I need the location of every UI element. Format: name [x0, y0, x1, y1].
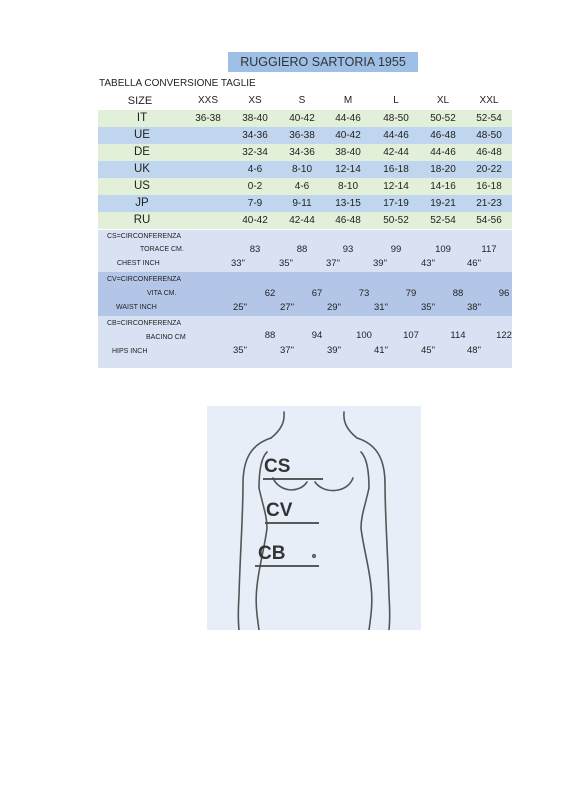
size-xl: XL	[436, 95, 450, 106]
body-measurement-figure	[207, 406, 421, 630]
hips-cm-value: 88	[264, 330, 276, 341]
chest-cm-value: 117	[481, 244, 497, 255]
waist-cm-label: VITA CM.	[147, 290, 177, 297]
size-cell: 4-6	[247, 164, 263, 175]
waist-cm-value: 79	[405, 288, 417, 299]
size-xxl: XXL	[479, 95, 499, 106]
waist-inch-value: 31"	[374, 302, 388, 313]
size-cell: 40-42	[289, 113, 315, 124]
hips-cm-value: 100	[356, 330, 372, 341]
chest-cm-value: 88	[296, 244, 308, 255]
size-cell: 42-44	[383, 147, 409, 158]
size-xs: XS	[248, 95, 262, 106]
chest-inch-value: 35"	[279, 258, 293, 269]
size-cell: 46-48	[476, 147, 502, 158]
size-cell: 42-44	[289, 215, 315, 226]
row-label: DE	[134, 146, 150, 158]
size-cell: 34-36	[289, 147, 315, 158]
chest-inch-value: 46"	[467, 258, 481, 269]
size-row	[98, 195, 512, 212]
chest-inch-value: 37"	[326, 258, 340, 269]
size-cell: 48-50	[383, 113, 409, 124]
size-s: S	[298, 95, 306, 106]
chest-cm-value: 93	[342, 244, 354, 255]
waist-inch-value: 25"	[233, 302, 247, 313]
size-cell: 46-48	[430, 130, 456, 141]
size-cell: 16-18	[383, 164, 409, 175]
waist-cm-value: 67	[311, 288, 323, 299]
size-cell: 0-2	[247, 181, 263, 192]
hips-inch-value: 37"	[280, 345, 294, 356]
size-m: M	[343, 95, 353, 106]
row-label: RU	[133, 214, 151, 226]
chest-inch-value: 33"	[231, 258, 245, 269]
hips-cm-value: 114	[450, 330, 466, 341]
cv-label: CV	[266, 500, 293, 521]
row-label: UK	[134, 163, 150, 175]
size-row	[98, 144, 512, 161]
cs-label: CS	[264, 456, 291, 477]
hips-title: CB=CIRCONFERENZA	[107, 320, 182, 327]
size-cell: 52-54	[476, 113, 502, 124]
size-row	[98, 212, 512, 229]
hips-inch-value: 41"	[374, 345, 388, 356]
size-cell: 8-10	[337, 181, 358, 192]
size-cell: 44-46	[383, 130, 409, 141]
size-cell: 8-10	[291, 164, 312, 175]
size-label: SIZE	[127, 95, 153, 107]
size-cell: 50-52	[430, 113, 456, 124]
hips-inch-value: 48"	[467, 345, 481, 356]
size-cell: 4-6	[294, 181, 310, 192]
chest-cm-value: 83	[249, 244, 261, 255]
waist-section	[98, 272, 512, 316]
size-cell: 17-19	[383, 198, 409, 209]
hips-inch-label: HIPS INCH	[112, 348, 148, 355]
chest-section	[98, 230, 512, 272]
chest-inch-label: CHEST INCH	[117, 260, 160, 267]
size-cell: 40-42	[242, 215, 268, 226]
size-cell: 34-36	[242, 130, 268, 141]
waist-title: CV=CIRCONFERENZA	[107, 276, 182, 283]
chest-title: CS=CIRCONFERENZA	[107, 233, 182, 240]
size-l: L	[393, 95, 399, 106]
hips-cm-value: 122	[496, 330, 512, 341]
size-xxs: XXS	[197, 95, 218, 106]
waist-inch-value: 38"	[467, 302, 481, 313]
waist-cm-value: 62	[264, 288, 276, 299]
waist-inch-value: 27"	[280, 302, 294, 313]
size-header-row	[98, 92, 512, 110]
chest-cm-value: 99	[390, 244, 402, 255]
size-cell: 19-21	[430, 198, 456, 209]
waist-cm-value: 88	[452, 288, 464, 299]
size-cell: 32-34	[242, 147, 268, 158]
row-label: IT	[136, 112, 148, 124]
size-cell: 40-42	[335, 130, 361, 141]
size-row	[98, 161, 512, 178]
size-cell: 44-46	[335, 113, 361, 124]
size-cell: 12-14	[335, 164, 361, 175]
chest-inch-value: 43"	[421, 258, 435, 269]
size-cell: 52-54	[430, 215, 456, 226]
size-cell: 48-50	[476, 130, 502, 141]
size-cell: 38-40	[242, 113, 268, 124]
hips-cm-value: 94	[311, 330, 323, 341]
size-cell: 13-15	[335, 198, 361, 209]
size-cell: 36-38	[195, 113, 221, 124]
waist-inch-value: 29"	[327, 302, 341, 313]
hips-cm-value: 107	[403, 330, 419, 341]
hips-inch-value: 45"	[421, 345, 435, 356]
chest-cm-value: 109	[435, 244, 451, 255]
size-cell: 50-52	[383, 215, 409, 226]
table-subtitle: TABELLA CONVERSIONE TAGLIE	[99, 78, 256, 89]
chest-cm-label: TORACE CM.	[140, 246, 184, 253]
size-cell: 18-20	[430, 164, 456, 175]
size-cell: 38-40	[335, 147, 361, 158]
hips-cm-label: BACINO CM	[146, 334, 186, 341]
cb-label: CB	[258, 543, 286, 564]
size-cell: 21-23	[476, 198, 502, 209]
size-cell: 16-18	[476, 181, 502, 192]
size-cell: 9-11	[292, 198, 312, 209]
size-cell: 36-38	[289, 130, 315, 141]
size-cell: 7-9	[247, 198, 263, 209]
size-cell: 46-48	[335, 215, 361, 226]
size-cell: 20-22	[476, 164, 502, 175]
waist-inch-value: 35"	[421, 302, 435, 313]
waist-inch-label: WAIST INCH	[116, 304, 157, 311]
size-cell: 44-46	[430, 147, 456, 158]
size-cell: 54-56	[476, 215, 502, 226]
size-cell: 12-14	[383, 181, 409, 192]
chest-inch-value: 39"	[373, 258, 387, 269]
size-row	[98, 178, 512, 195]
size-row	[98, 127, 512, 144]
row-label: US	[134, 180, 150, 192]
size-cell: 14-16	[430, 181, 456, 192]
hips-section	[98, 316, 512, 368]
waist-cm-value: 96	[498, 288, 510, 299]
size-row	[98, 110, 512, 127]
row-label: UE	[134, 129, 150, 141]
brand-title: RUGGIERO SARTORIA 1955	[228, 52, 418, 72]
row-label: JP	[135, 197, 149, 209]
hips-inch-value: 39"	[327, 345, 341, 356]
torso-outline-icon	[207, 406, 421, 630]
hips-inch-value: 35"	[233, 345, 247, 356]
waist-cm-value: 73	[358, 288, 370, 299]
